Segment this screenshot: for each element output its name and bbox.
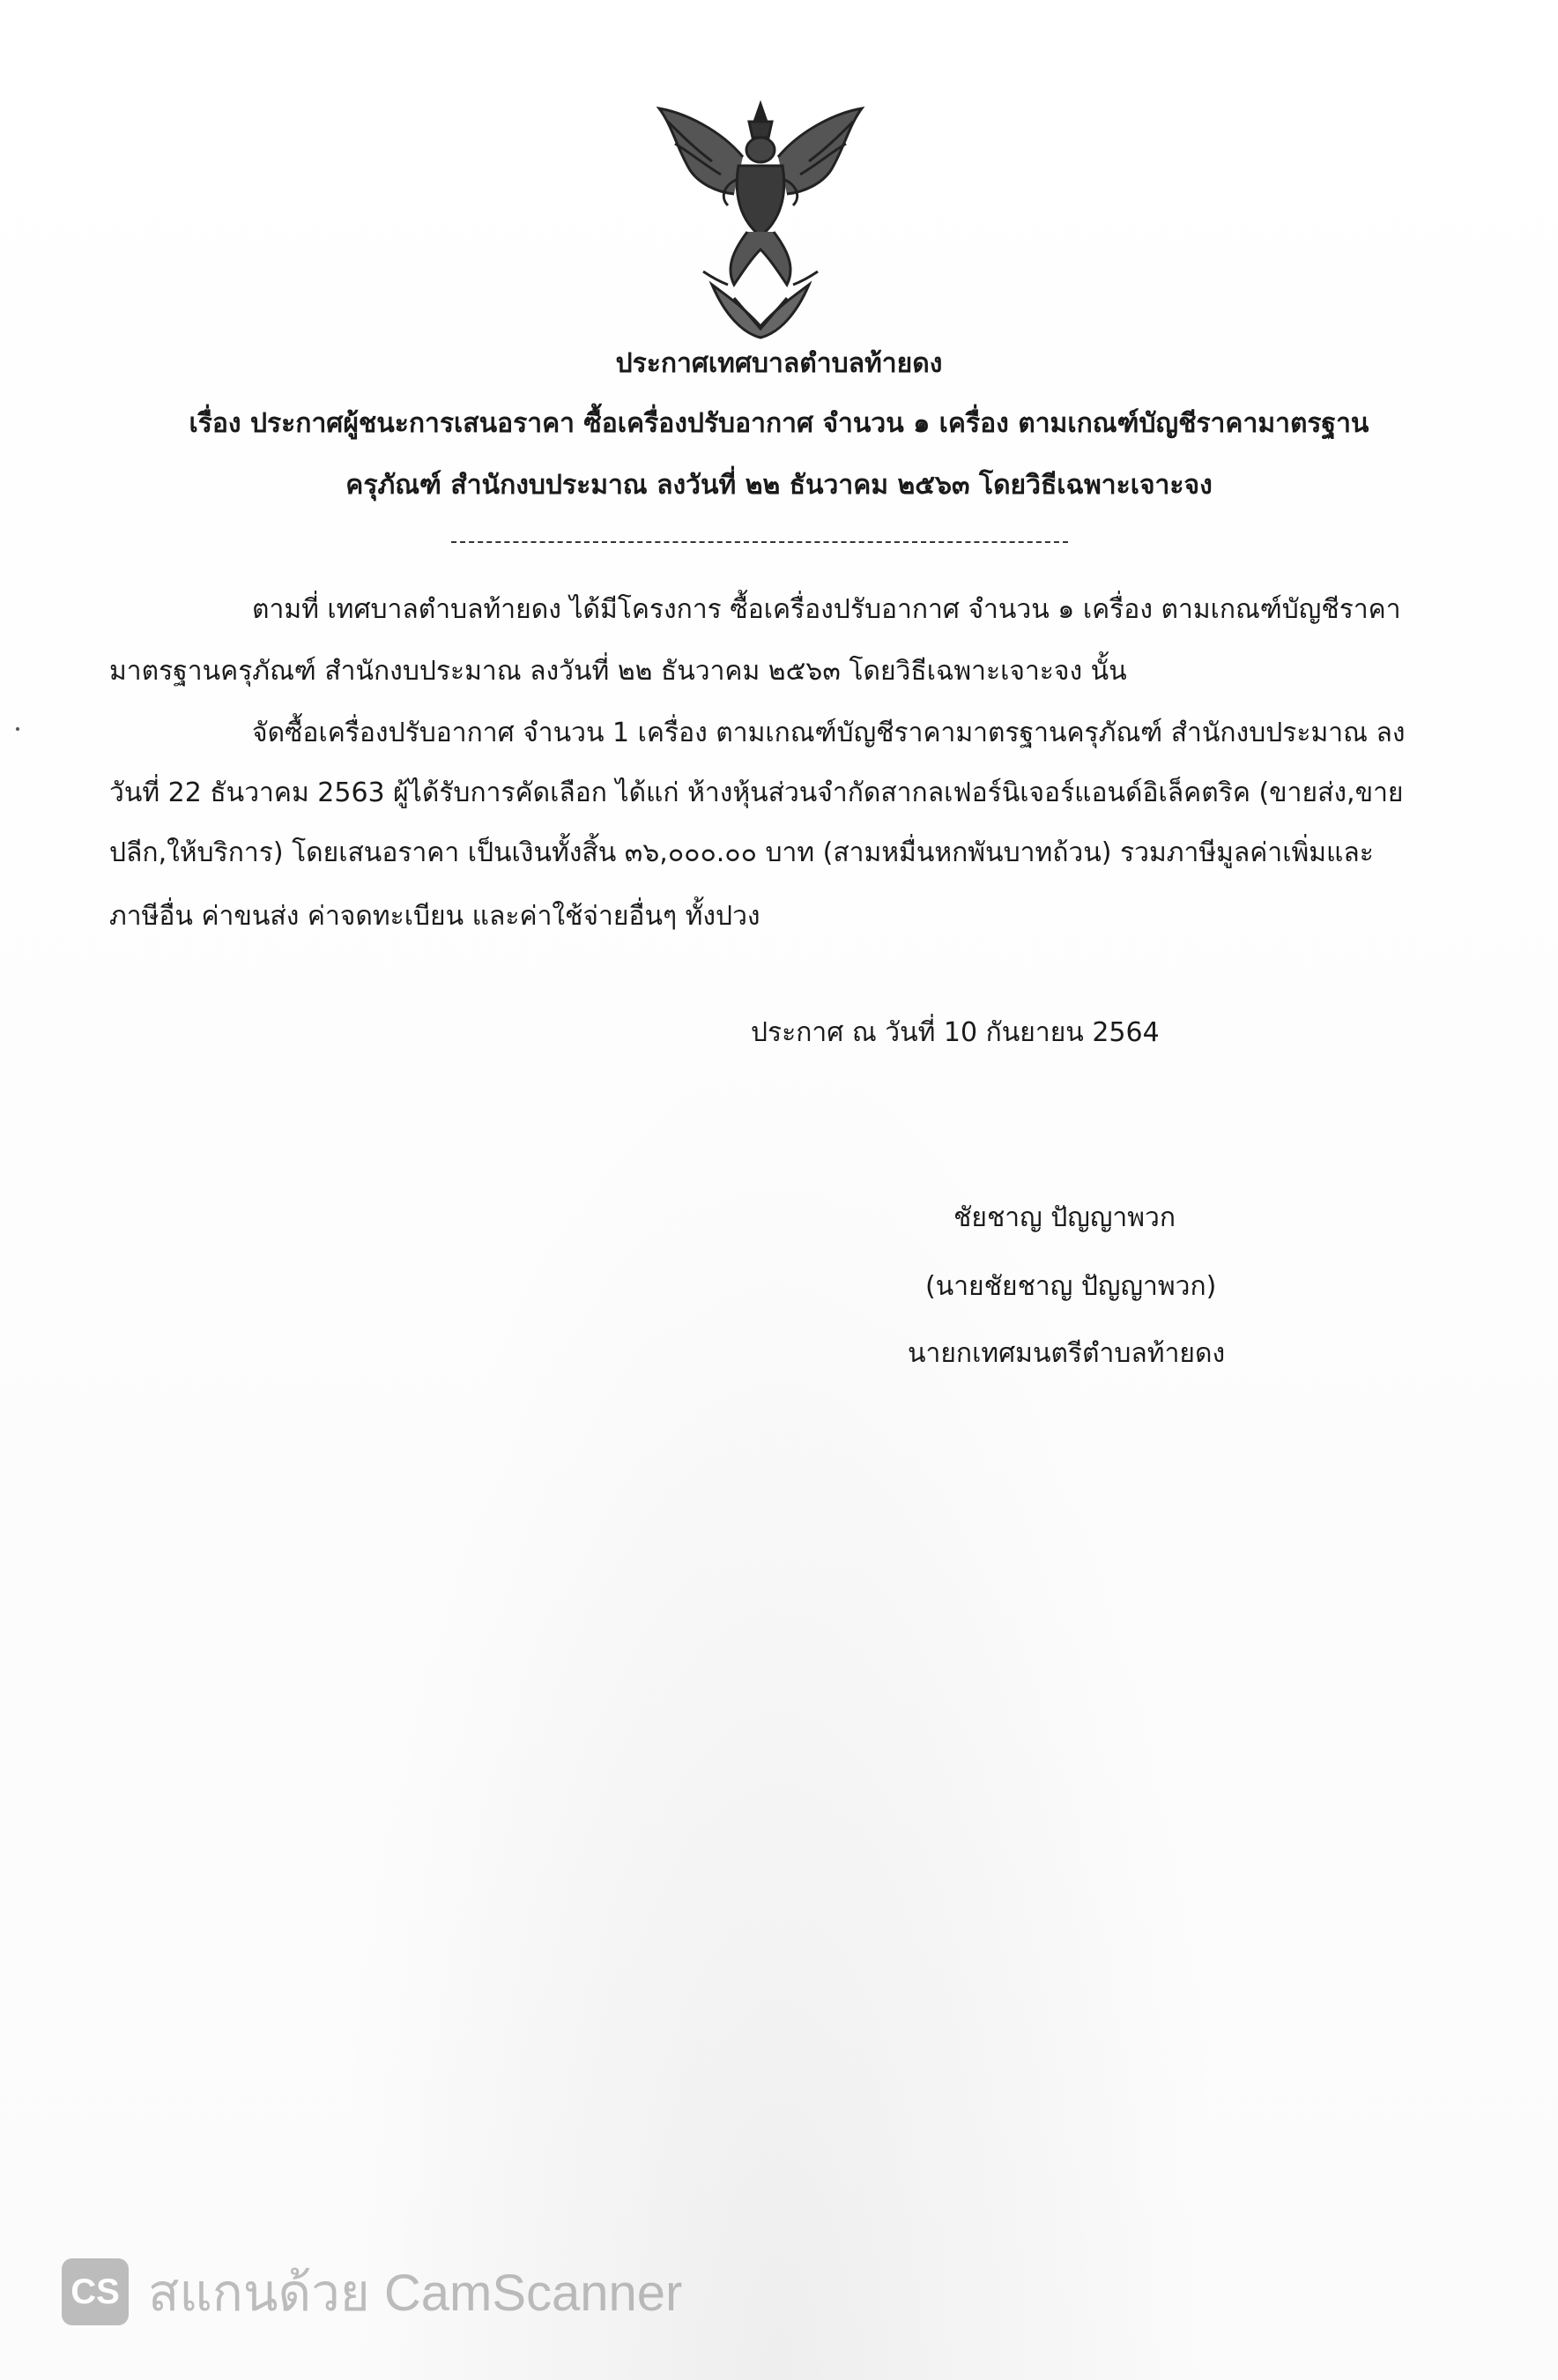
body-line: มาตรฐานครุภัณฑ์ สำนักงบประมาณ ลงวันที่ ๒๒ ธันวาคม ๒๕๖๓ โดยวิธีเฉพาะเจาะจง นั้น xyxy=(109,656,1127,687)
signatory-position: นายกเทศมนตรีตำบลท้ายดง xyxy=(908,1338,1226,1369)
subject-line-1: เรื่อง ประกาศผู้ชนะการเสนอราคา ซื้อเครื่องปรับอากาศ จำนวน ๑ เครื่อง ตามเกณฑ์บัญชีราคามาตรฐาน xyxy=(189,408,1369,439)
body-line: วันที่ 22 ธันวาคม 2563 ผู้ได้รับการคัดเลือก ได้แก่ ห้างหุ้นส่วนจำกัดสากลเฟอร์นิเจอร์แอนด์อิเล็คตริค (ขายส่ง,ขาย xyxy=(109,777,1404,808)
announcement-title: ประกาศเทศบาลตำบลท้ายดง xyxy=(615,348,943,379)
body-line: จัดซื้อเครื่องปรับอากาศ จำนวน 1 เครื่อง ตามเกณฑ์บัญชีราคามาตรฐานครุภัณฑ์ สำนักงบประมาณ ลง xyxy=(252,718,1406,748)
camscanner-watermark xyxy=(62,2257,682,2327)
header-divider xyxy=(451,541,1068,543)
garuda-emblem-icon xyxy=(650,95,871,342)
signature-name: ชัยชาญ ปัญญาพวก xyxy=(953,1202,1176,1233)
camscanner-logo-icon: CS xyxy=(62,2258,129,2325)
scan-speck xyxy=(16,727,19,731)
body-line: ภาษีอื่น ค่าขนส่ง ค่าจดทะเบียน และค่าใช้จ่ายอื่นๆ ทั้งปวง xyxy=(109,901,760,932)
signatory-printed-name: (นายชัยชาญ ปัญญาพวก) xyxy=(925,1271,1217,1302)
watermark-text: สแกนด้วย CamScanner xyxy=(148,2264,683,2322)
announcement-date: ประกาศ ณ วันที่ 10 กันยายน 2564 xyxy=(751,1017,1160,1048)
body-line: ปลีก,ให้บริการ) โดยเสนอราคา เป็นเงินทั้งสิ้น ๓๖,๐๐๐.๐๐ บาท (สามหมื่นหกพันบาทถ้วน) รวมภาษีมูลค่าเพิ่มและ xyxy=(109,837,1374,868)
body-line: ตามที่ เทศบาลตำบลท้ายดง ได้มีโครงการ ซื้อเครื่องปรับอากาศ จำนวน ๑ เครื่อง ตามเกณฑ์บัญชีราคา xyxy=(252,594,1401,625)
subject-line-2: ครุภัณฑ์ สำนักงบประมาณ ลงวันที่ ๒๒ ธันวาคม ๒๕๖๓ โดยวิธีเฉพาะเจาะจง xyxy=(345,470,1213,501)
